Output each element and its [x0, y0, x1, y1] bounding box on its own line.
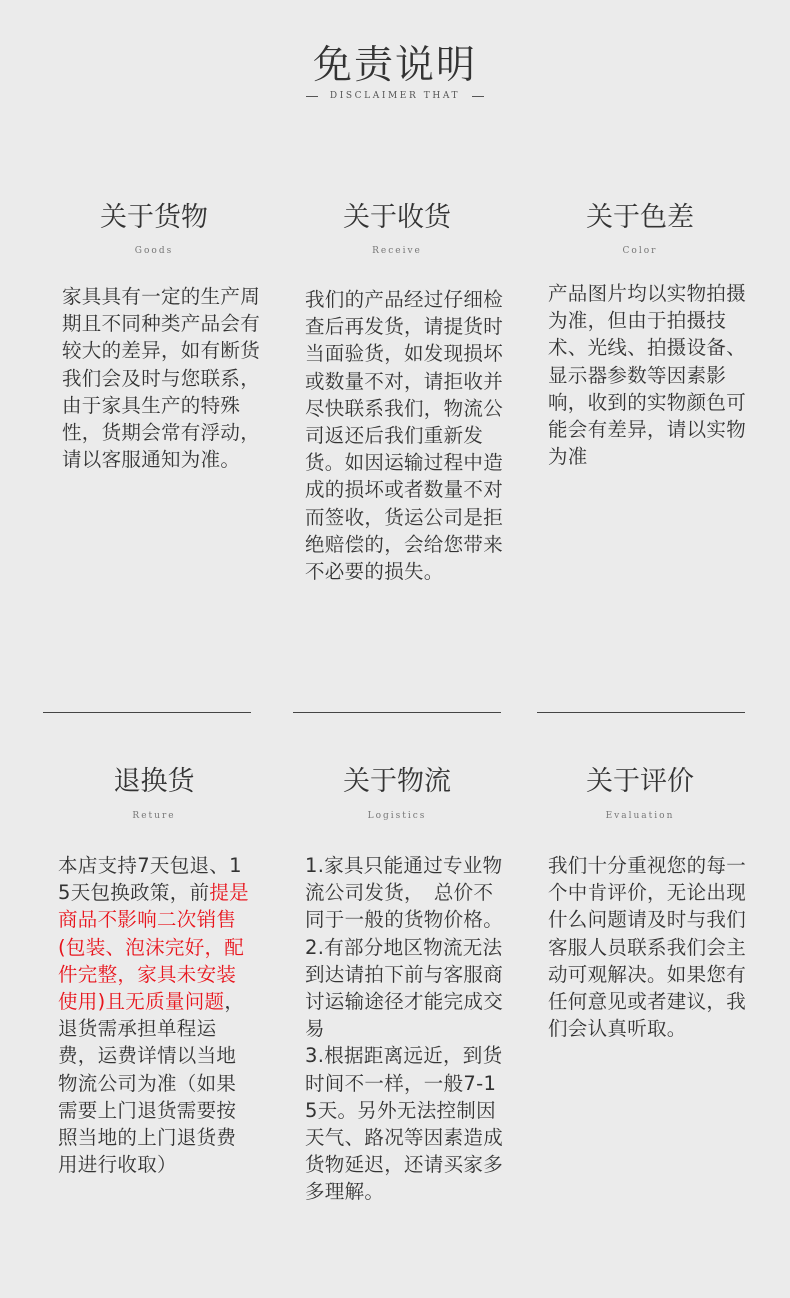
evaluation-paragraph: 我们十分重视您的每一个中肯评价，无论出现什么问题请及时与我们客服人员联系我们会主动可观解决。如果您有任何意见或者建议，我们会认真听取。: [548, 854, 747, 1041]
goods-text: [62, 283, 262, 473]
subtitle-dash-left: [306, 96, 318, 97]
divider-middle: [293, 712, 501, 713]
evaluation-subtitle: Evaluation: [605, 811, 675, 821]
goods-paragraph: 家具具有一定的生产周期且不同种类产品会有较大的差异，如有断货我们会及时与您联系，由于家具生产的特殊性，货期会常有浮动，请以客服通知为准。: [62, 285, 261, 472]
page-subtitle-row: [0, 91, 790, 101]
receive-text: [305, 286, 505, 585]
receive-title: 关于收货: [343, 202, 451, 233]
logistics-paragraph-3: 3.根据距离远近，到货时间不一样，一般7-15天。另外无法控制因天气、路况等因素造成货物延迟，还请买家多多理解。: [305, 1044, 504, 1204]
goods-subtitle: Goods: [134, 246, 174, 256]
logistics-paragraph-2: 2.有部分地区物流无法到达请拍下前与客服商讨运输途径才能完成交易: [305, 935, 504, 1041]
logistics-subtitle: Logistics: [367, 811, 427, 821]
returns-subtitle: Reture: [132, 811, 176, 821]
color-paragraph: 产品图片均以实物拍摄为准，但由于拍摄技术、光线、拍摄设备、显示器参数等因素影响，收到的实物颜色可能会有差异，请以实物为准: [548, 282, 747, 469]
receive-paragraph: 我们的产品经过仔细检查后再发货，请提货时当面验货，如发现损坏或数量不对，请拒收并尽快联系我们，物流公司返还后我们重新发货。如因运输过程中造成的损坏或者数量不对而签收，货运公司是拒绝赔偿的，会给您带来不必要的损失。: [305, 288, 504, 584]
evaluation-title: 关于评价: [586, 766, 694, 797]
receive-subtitle: Receive: [372, 246, 422, 256]
color-title: 关于色差: [586, 202, 694, 233]
logistics-text: [305, 852, 505, 1206]
divider-right: [537, 712, 745, 713]
subtitle-dash-right: [472, 96, 484, 97]
evaluation-text: [548, 852, 748, 1042]
returns-text: [58, 852, 254, 1178]
logistics-paragraph-1: 1.家具只能通过专业物流公司发货， 总价不同于一般的货物价格。: [305, 854, 504, 932]
returns-text-highlight: 提是商品不影响二次销售(包装、泡沫完好，配件完整，家具未安装使用)且无质量问题: [58, 881, 249, 1014]
color-text: [548, 280, 748, 470]
divider-left: [43, 712, 251, 713]
goods-title: 关于货物: [100, 202, 208, 233]
returns-text-before: 本店支持7天包退、15天包换政策，前: [58, 854, 242, 905]
returns-paragraph: [58, 852, 254, 1178]
page-title: 免责说明: [312, 43, 477, 88]
page-subtitle: DISCLAIMER THAT: [329, 91, 461, 101]
returns-title: 退换货: [113, 766, 195, 797]
color-subtitle: Color: [622, 246, 658, 256]
logistics-title: 关于物流: [343, 766, 451, 797]
returns-text-after: ，退货需承担单程运费，运费详情以当地物流公司为准（如果需要上门退货需要按照当地的上门退货费用进行收取）: [58, 990, 245, 1177]
